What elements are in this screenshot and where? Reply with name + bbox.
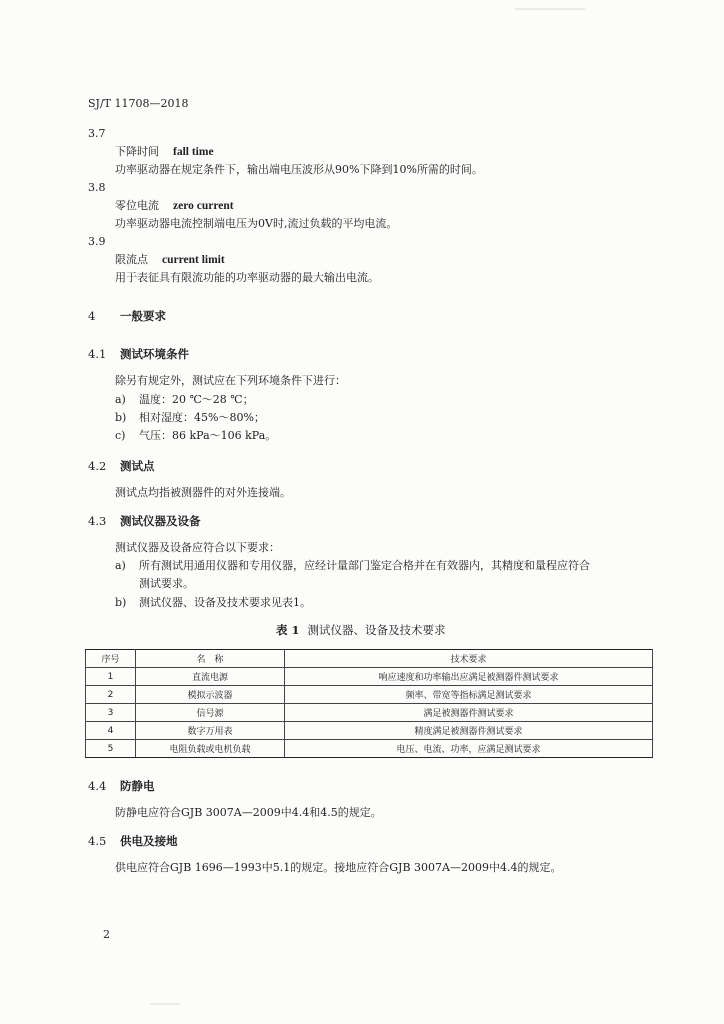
subsection-title: 供电及接地 <box>120 834 178 848</box>
table-cell: 数字万用表 <box>136 722 285 740</box>
table-row <box>86 668 653 686</box>
paragraph: 除另有规定外，测试应在下列环境条件下进行： <box>115 374 346 387</box>
subsection-heading <box>88 459 155 473</box>
term-en: zero current <box>173 200 234 212</box>
subsection-number: 4.3 <box>88 514 107 528</box>
table-cell: 直流电源 <box>136 668 285 686</box>
table-cell: 4 <box>86 722 136 740</box>
subsection-heading <box>88 347 189 361</box>
table-cell: 满足被测器件测试要求 <box>285 704 653 722</box>
list-item: a) 温度：20 ℃～28 ℃； <box>115 393 254 406</box>
scan-artifact <box>150 1003 180 1005</box>
term-definition: 用于表征具有限流功能的功率驱动器的最大输出电流。 <box>115 271 379 284</box>
subsection-number: 4.1 <box>88 347 107 361</box>
term-number: 3.9 <box>88 235 106 248</box>
subsection-title: 防静电 <box>120 779 155 793</box>
table-cell: 1 <box>86 668 136 686</box>
table-row <box>86 740 653 758</box>
term-definition: 功率驱动器电流控制端电压为0V时,流过负载的平均电流。 <box>115 217 398 230</box>
list-item-continuation: 测试要求。 <box>139 577 194 590</box>
paragraph: 测试点均指被测器件的对外连接端。 <box>115 486 291 499</box>
list-item: b) 相对湿度：45%～80%； <box>115 411 265 424</box>
section-number: 4 <box>88 309 96 323</box>
term-en: fall time <box>173 146 214 158</box>
column-header: 技术要求 <box>285 650 653 668</box>
subsection-title: 测试点 <box>120 459 155 473</box>
term-number: 3.8 <box>88 181 106 194</box>
table-row <box>86 686 653 704</box>
term-zh: 下降时间 <box>115 145 159 158</box>
table-cell: 模拟示波器 <box>136 686 285 704</box>
term-en: current limit <box>162 254 225 266</box>
table-cell: 电压、电流、功率，应满足测试要求 <box>285 740 653 758</box>
list-item: b) 测试仪器、设备及技术要求见表1。 <box>115 596 311 609</box>
paragraph: 供电应符合GJB 1696—1993中5.1的规定。接地应符合GJB 3007A—2009中4.4的规定。 <box>115 861 562 874</box>
column-header: 序号 <box>86 650 136 668</box>
term-zh: 零位电流 <box>115 199 159 212</box>
table-cell: 5 <box>86 740 136 758</box>
table-header-row <box>86 650 653 668</box>
paragraph: 防静电应符合GJB 3007A—2009中4.4和4.5的规定。 <box>115 806 382 819</box>
subsection-heading <box>88 514 201 528</box>
spec-table <box>85 649 653 758</box>
term-number: 3.7 <box>88 127 106 140</box>
term-title <box>115 253 225 267</box>
scan-artifact <box>515 8 585 10</box>
table-cell: 电阻负载或电机负载 <box>136 740 285 758</box>
term-definition: 功率驱动器在规定条件下，输出端电压波形从90%下降到10%所需的时间。 <box>115 163 483 176</box>
subsection-heading <box>88 779 155 793</box>
term-title <box>115 145 214 159</box>
page-number: 2 <box>103 928 110 941</box>
column-header: 名 称 <box>136 650 285 668</box>
table-row <box>86 704 653 722</box>
table-row <box>86 722 653 740</box>
subsection-heading <box>88 834 178 848</box>
term-title <box>115 199 234 213</box>
subsection-number: 4.2 <box>88 459 107 473</box>
subsection-title: 测试环境条件 <box>120 347 189 361</box>
subsection-number: 4.5 <box>88 834 107 848</box>
table-caption-title: 测试仪器、设备及技术要求 <box>307 623 446 637</box>
subsection-number: 4.4 <box>88 779 107 793</box>
list-item: a) 所有测试用通用仪器和专用仪器，应经计量部门鉴定合格并在有效器内，其精度和量程应符合 <box>115 559 590 572</box>
table-cell: 2 <box>86 686 136 704</box>
table-caption <box>276 623 446 637</box>
subsection-title: 测试仪器及设备 <box>120 514 201 528</box>
term-zh: 限流点 <box>115 253 148 266</box>
paragraph: 测试仪器及设备应符合以下要求： <box>115 541 280 554</box>
list-item: c) 气压：86 kPa～106 kPa。 <box>115 429 277 442</box>
table-cell: 3 <box>86 704 136 722</box>
section-title: 一般要求 <box>120 309 166 323</box>
table-cell: 频率、带宽等指标满足测试要求 <box>285 686 653 704</box>
table-cell: 精度满足被测器件测试要求 <box>285 722 653 740</box>
section-heading <box>88 309 166 323</box>
table-caption-number: 表 1 <box>276 623 300 637</box>
table-cell: 信号源 <box>136 704 285 722</box>
standard-number: SJ/T 11708—2018 <box>88 97 189 110</box>
table-cell: 响应速度和功率输出应满足被测器件测试要求 <box>285 668 653 686</box>
